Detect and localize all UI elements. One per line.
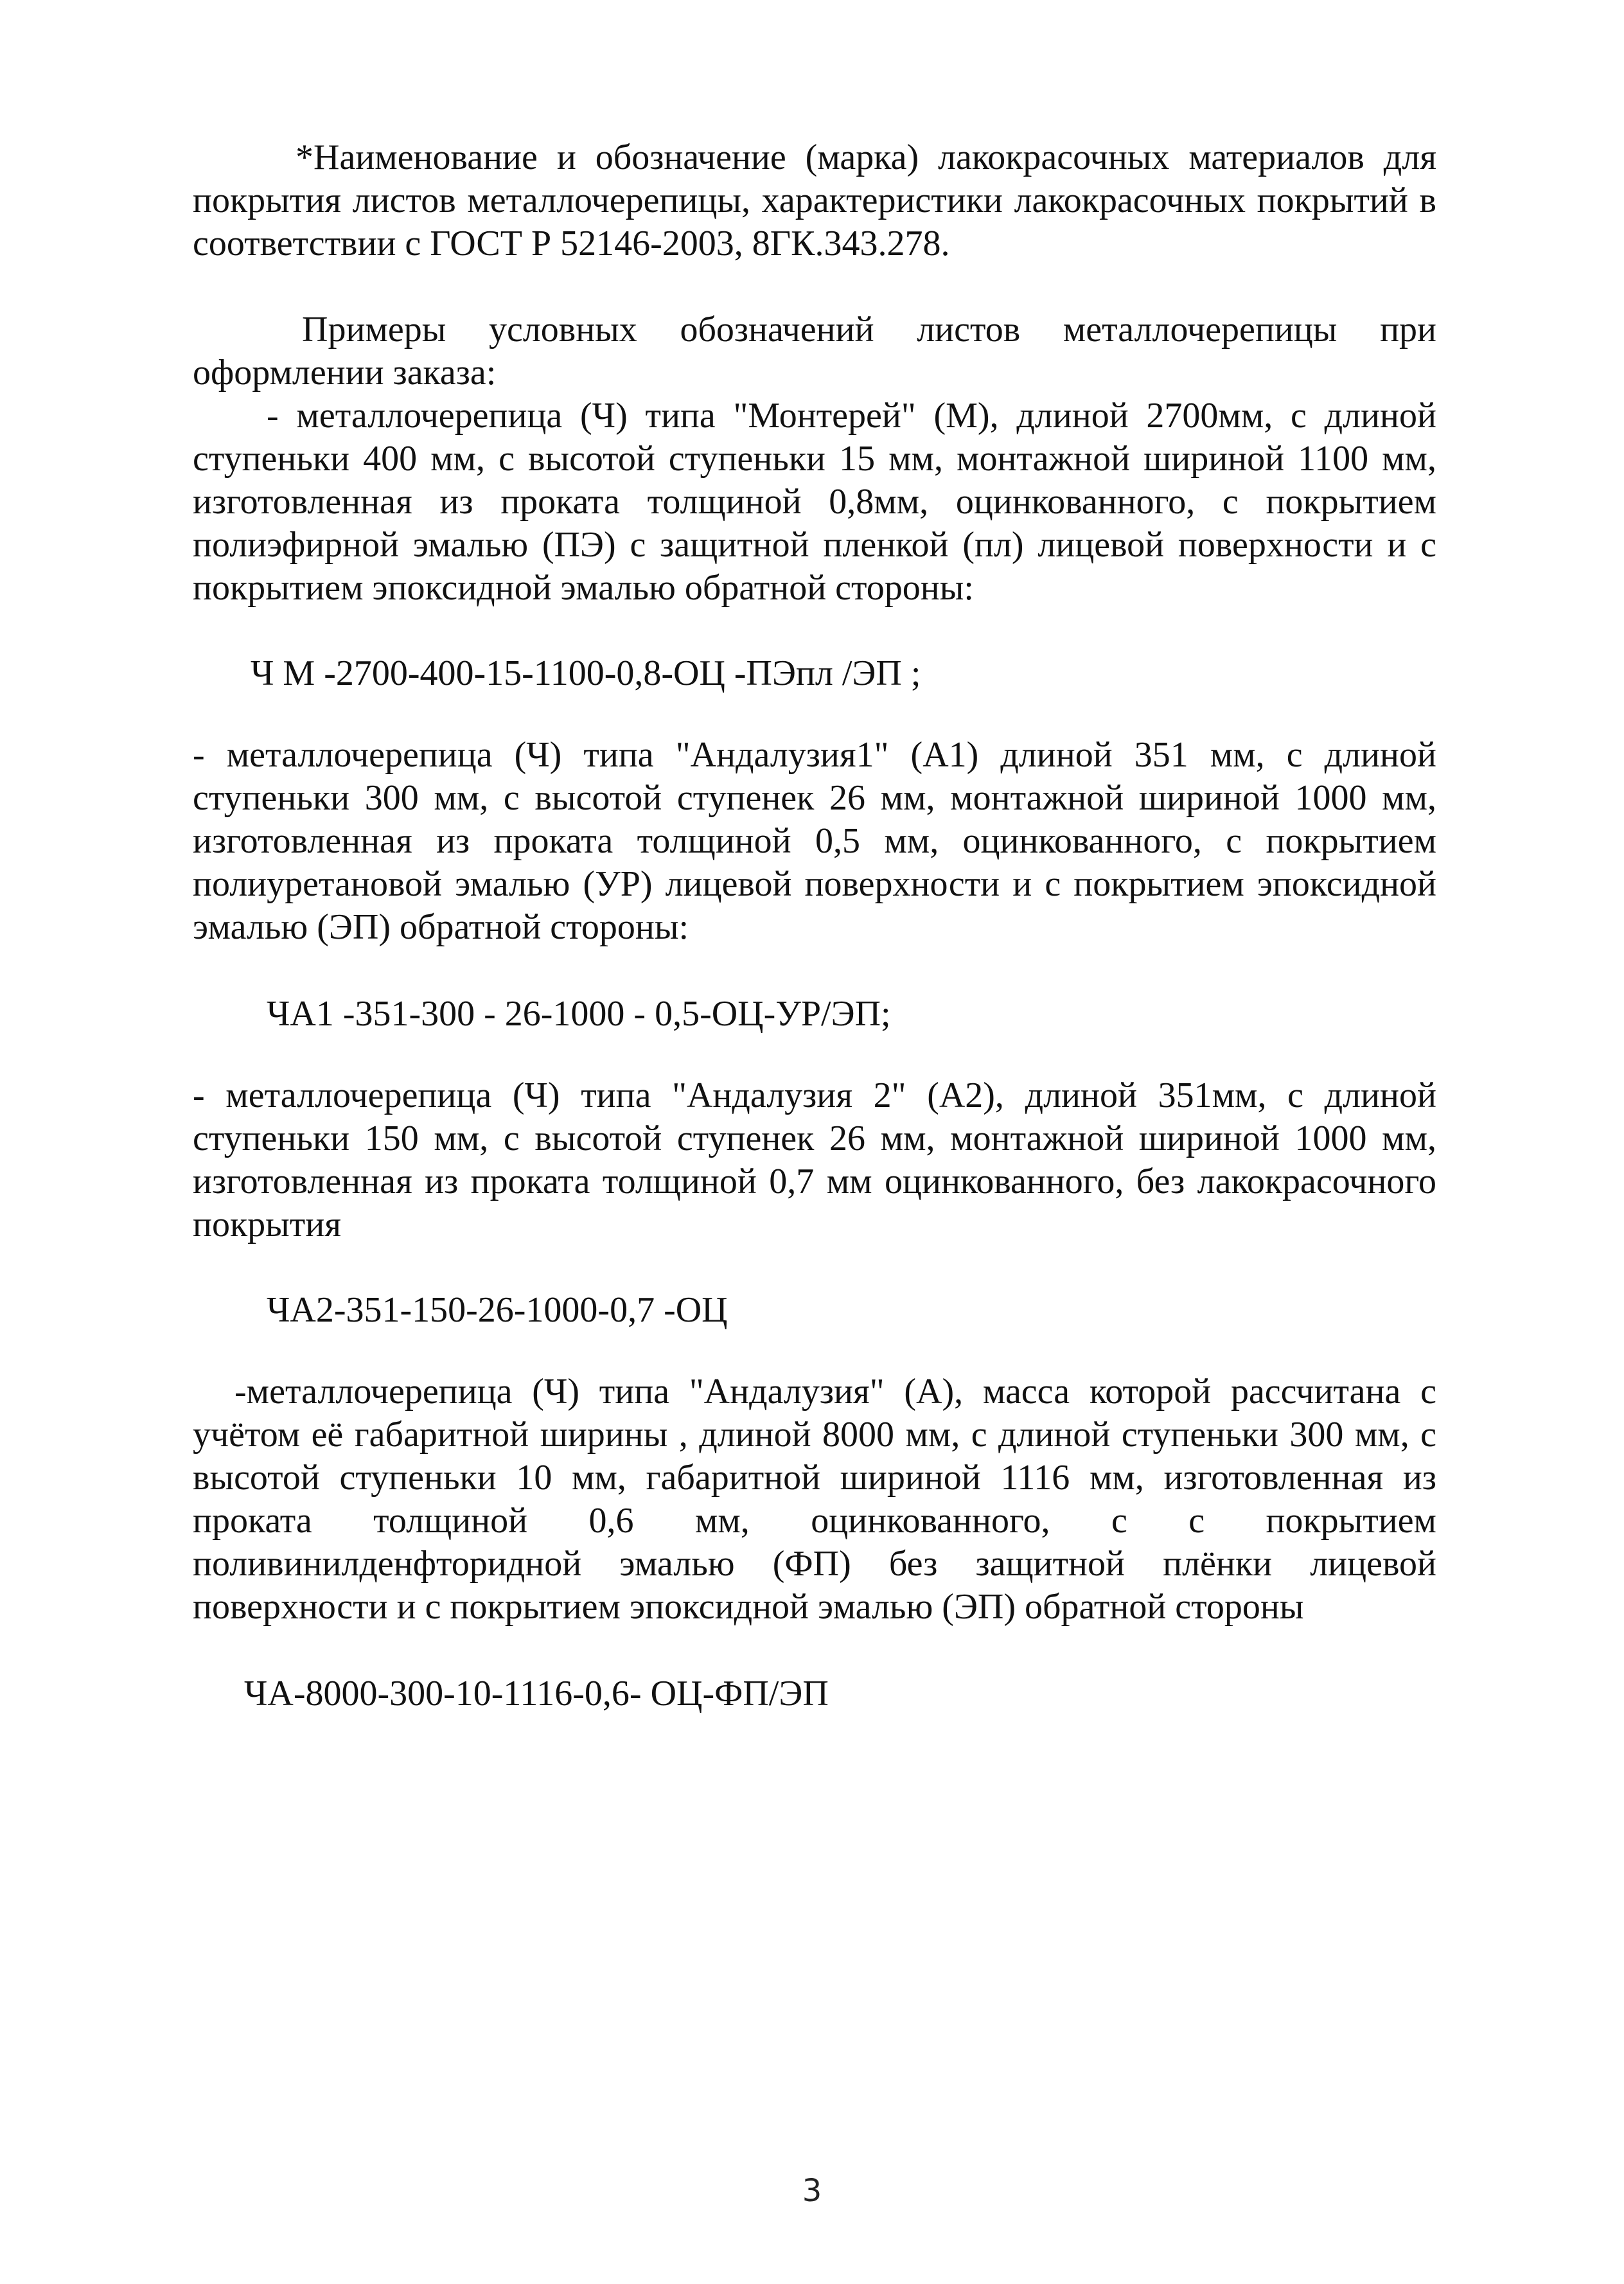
example-andalusia-paragraph: -металлочерепица (Ч) типа "Андалузия" (А), масса которой рассчитана с учётом её габаритной ширины , длиной 8000 мм, с длиной ступеньки 300 мм, с высотой ступеньки 10 мм, габаритной шириной 1116 мм, изготовленная из проката толщиной 0,6 мм, оцинкованного, с с покрытием поливинилденфторидной эмалью (ФП) без защитной плёнки лицевой поверхности и с покрытием эпоксидной эмалью (ЭП) обратной стороны xyxy=(193,1372,1436,1627)
designation-code-monterey: Ч М -2700-400-15-1100-0,8-ОЦ -ПЭпл /ЭП ; xyxy=(251,653,921,693)
example-andalusia1-paragraph: - металлочерепица (Ч) типа "Андалузия1" (А1) длиной 351 мм, с длиной ступеньки 300 мм, с высотой ступенек 26 мм, монтажной шириной 1000 мм, изготовленная из проката толщиной 0,5 мм, оцинкованного, с покрытием полиуретановой эмалью (УР) лицевой поверхности и с покрытием эпоксидной эмалью (ЭП) обратной стороны: xyxy=(193,735,1436,947)
example-monterey-paragraph: - металлочерепица (Ч) типа "Монтерей" (М), длиной 2700мм, с длиной ступеньки 400 мм, с высотой ступеньки 15 мм, монтажной шириной 1100 мм, изготовленная из проката толщиной 0,8мм, оцинкованного, с покрытием полиэфирной эмалью (ПЭ) с защитной пленкой (пл) лицевой поверхности и с покрытием эпоксидной эмалью обратной стороны: xyxy=(193,396,1436,608)
document-body xyxy=(193,136,1436,1715)
page-number: 3 xyxy=(802,2173,822,2209)
designation-code-andalusia1: ЧА1 -351-300 - 26-1000 - 0,5-ОЦ-УР/ЭП; xyxy=(267,994,891,1034)
materials-note-paragraph: *Наименование и обозначение (марка) лакокрасочных материалов для покрытия листов металлочерепицы, характеристики лакокрасочных покрытий в соответствии с ГОСТ Р 52146-2003, 8ГК.343.278. xyxy=(193,137,1436,263)
designation-code-andalusia: ЧА-8000-300-10-1116-0,6- ОЦ-ФП/ЭП xyxy=(244,1674,829,1713)
designation-code-andalusia2: ЧА2-351-150-26-1000-0,7 -ОЦ xyxy=(267,1290,728,1330)
examples-intro-paragraph: Примеры условных обозначений листов металлочерепицы при оформлении заказа: xyxy=(193,310,1436,393)
example-andalusia2-paragraph: - металлочерепица (Ч) типа "Андалузия 2" (А2), длиной 351мм, с длиной ступеньки 150 мм, с высотой ступенек 26 мм, монтажной шириной 1000 мм, изготовленная из проката толщиной 0,7 мм оцинкованного, без лакокрасочного покрытия xyxy=(193,1076,1436,1244)
